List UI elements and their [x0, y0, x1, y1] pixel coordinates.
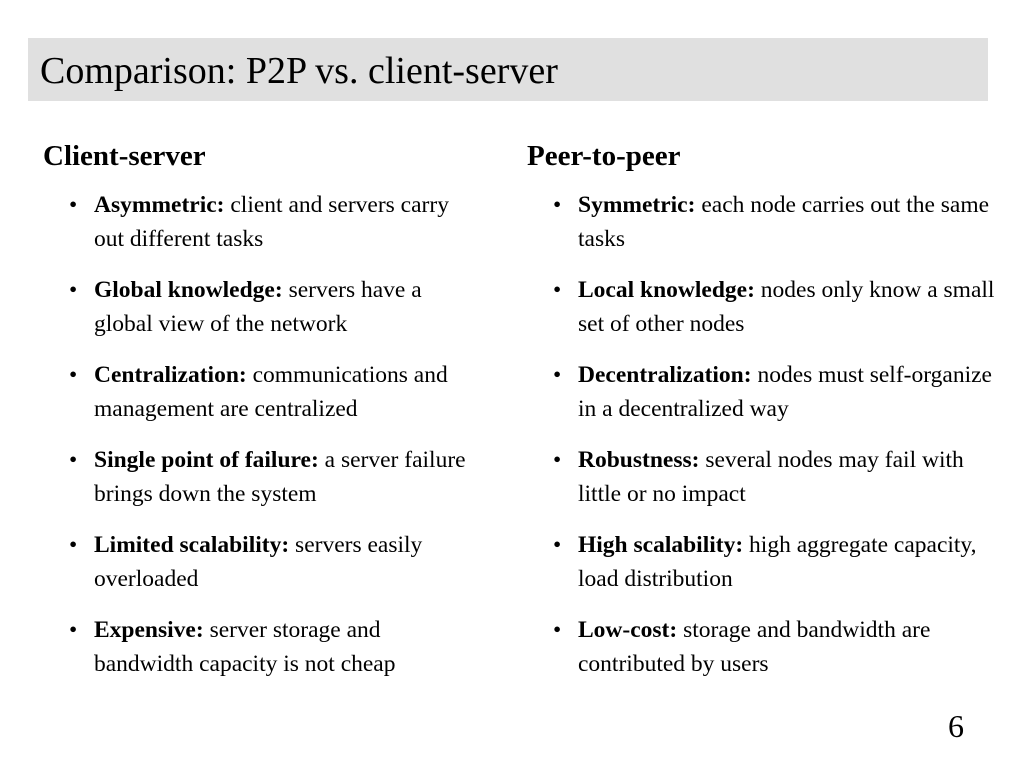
list-item	[43, 273, 483, 341]
bullet-icon: •	[553, 362, 562, 388]
bullet-icon: •	[69, 362, 78, 388]
item-term: Low-cost:	[578, 617, 678, 643]
list-item	[527, 188, 997, 256]
item-term: Global knowledge:	[94, 277, 283, 303]
client-server-column	[43, 138, 483, 698]
item-text: servers easily overloaded	[94, 532, 423, 592]
list-item	[43, 443, 483, 511]
list-item	[43, 613, 483, 681]
item-text: nodes must self-organize in a decentralized way	[578, 362, 992, 422]
item-text: each node carries out the same tasks	[578, 192, 990, 252]
item-term: Limited scalability:	[94, 532, 290, 558]
item-term: High scalability:	[578, 532, 744, 558]
item-term: Local knowledge:	[578, 277, 755, 303]
bullet-icon: •	[69, 192, 78, 218]
list-item	[527, 273, 997, 341]
item-term: Expensive:	[94, 617, 204, 643]
bullet-icon: •	[553, 617, 562, 643]
bullet-icon: •	[553, 447, 562, 473]
list-item	[527, 613, 997, 681]
item-term: Robustness:	[578, 447, 700, 473]
item-text: nodes only know a small set of other nodes	[578, 277, 995, 337]
item-text: servers have a global view of the network	[94, 277, 422, 337]
list-item	[43, 358, 483, 426]
item-text: a server failure brings down the system	[94, 447, 466, 507]
bullet-icon: •	[69, 277, 78, 303]
slide-title: Comparison: P2P vs. client-server	[40, 50, 558, 92]
item-text: storage and bandwidth are contributed by users	[578, 617, 931, 677]
item-text: server storage and bandwidth capacity is not cheap	[94, 617, 396, 677]
item-text: high aggregate capacity, load distribution	[578, 532, 977, 592]
item-text: several nodes may fail with little or no impact	[578, 447, 964, 507]
bullet-icon: •	[553, 532, 562, 558]
item-term: Single point of failure:	[94, 447, 319, 473]
item-text: communications and management are centralized	[94, 362, 448, 422]
item-text: client and servers carry out different tasks	[94, 192, 449, 252]
peer-to-peer-column	[527, 138, 997, 698]
bullet-icon: •	[553, 192, 562, 218]
bullet-icon: •	[69, 617, 78, 643]
column-heading-client-server: Client-server	[43, 140, 206, 172]
list-item	[527, 358, 997, 426]
item-term: Centralization:	[94, 362, 247, 388]
list-item	[527, 528, 997, 596]
peer-to-peer-list	[527, 188, 997, 681]
bullet-icon: •	[553, 277, 562, 303]
column-heading-peer-to-peer: Peer-to-peer	[527, 140, 681, 172]
bullet-icon: •	[69, 532, 78, 558]
client-server-list	[43, 188, 483, 681]
list-item	[43, 188, 483, 256]
list-item	[43, 528, 483, 596]
item-term: Asymmetric:	[94, 192, 225, 218]
title-bar	[28, 38, 988, 101]
list-item	[527, 443, 997, 511]
item-term: Decentralization:	[578, 362, 752, 388]
item-term: Symmetric:	[578, 192, 696, 218]
bullet-icon: •	[69, 447, 78, 473]
page-number: 6	[948, 708, 964, 744]
